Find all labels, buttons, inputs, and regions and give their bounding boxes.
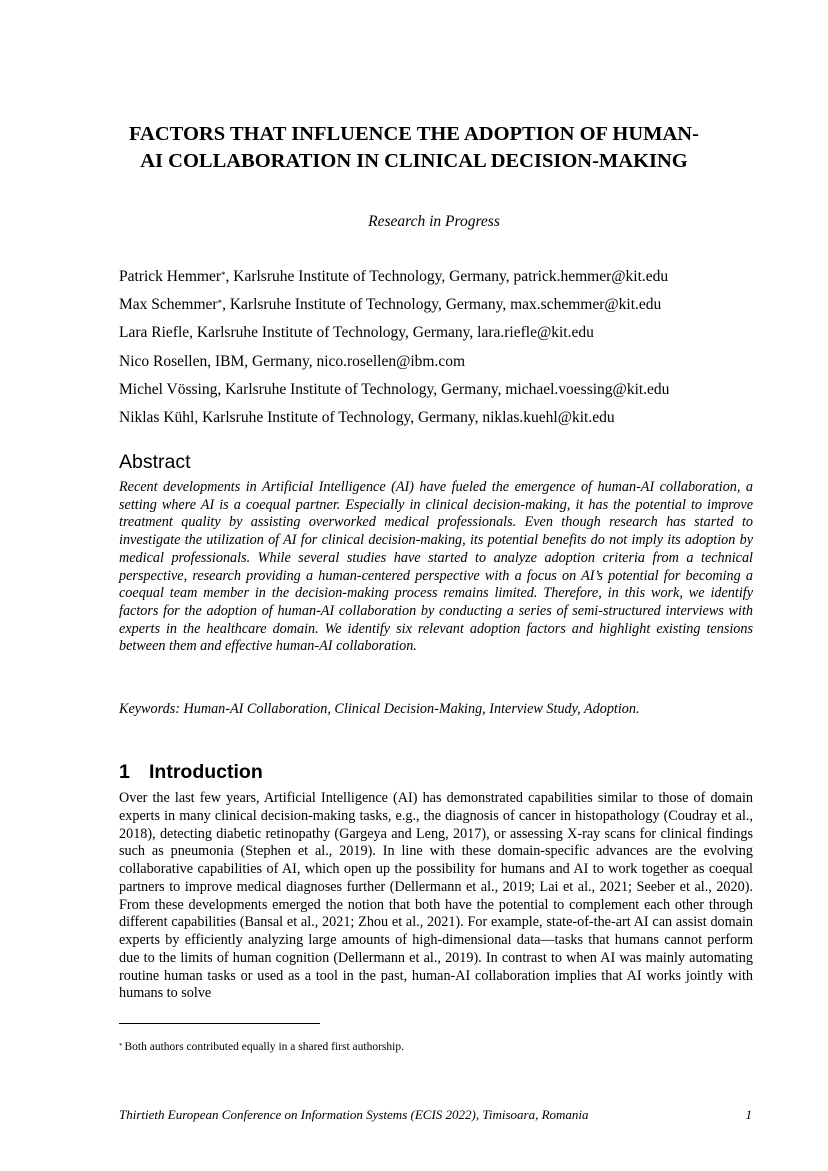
abstract-heading: Abstract	[119, 451, 191, 473]
author-name: Nico Rosellen	[119, 352, 208, 370]
footnote-divider	[119, 1023, 320, 1024]
author-entry	[119, 351, 759, 379]
author-footnote-mark: *	[221, 270, 226, 280]
footer-conference: Thirtieth European Conference on Information Systems (ECIS 2022), Timisoara, Romania	[119, 1107, 589, 1122]
title-line-2: AI COLLABORATION IN CLINICAL DECISION-MAKING	[140, 150, 688, 172]
paper-title	[100, 121, 728, 175]
author-name: Lara Riefle	[119, 324, 190, 342]
author-name: Max Schemmer	[119, 296, 218, 314]
author-name: Patrick Hemmer	[119, 268, 222, 285]
footnote-text: Both authors contributed equally in a shared first authorship.	[124, 1041, 404, 1053]
paper-subtitle: Research in Progress	[368, 213, 500, 230]
author-entry	[119, 322, 759, 350]
author-list	[119, 266, 759, 435]
page-number: 1	[745, 1107, 752, 1122]
keywords: Keywords: Human-AI Collaboration, Clinical Decision-Making, Interview Study, Adoption.	[119, 701, 640, 717]
author-entry	[119, 294, 759, 322]
author-name: Niklas Kühl	[119, 408, 195, 426]
introduction-text: Over the last few years, Artificial Intelligence (AI) has demonstrated capabilities similar to those of domain experts in many clinical decision-making tasks, e.g., the diagnosis of cancer in histopathology (Coudray et al., 2018), detecting diabetic retinopathy (Gargeya and Leng, 2017), or assessing X-ray scans for clinical findings such as pneumonia (Stephen et al., 2019). In line with these domain-specific advances are the evolving collaborative capabilities of AI, which open up the possibility for humans and AI to work together as coequal partners to improve medical diagnoses further (Dellermann et al., 2019; Lai et al., 2021; Seeber et al., 2020). From these developments emerged the notion that both have the potential to complement each other through different capabilities (Bansal et al., 2021; Zhou et al., 2021). For example, state-of-the-art AI can assist domain experts by efficiently analyzing large amounts of high-dimensional data—tasks that humans cannot perform due to the limits of human cognition (Dellermann et al., 2019). In contrast to when AI was mainly automating routine human tasks or used as a tool in the past, human-AI collaboration implies that AI works jointly with humans to solve	[119, 790, 753, 1002]
footnote	[119, 1040, 404, 1054]
author-affiliation: , Karlsruhe Institute of Technology, Germany, patrick.hemmer@kit.edu	[225, 268, 669, 285]
abstract-text: Recent developments in Artificial Intelligence (AI) have fueled the emergence of human-AI collaboration, a setting where AI is a coequal partner. Especially in clinical decision-making, it has the potential to improve treatment quality by assisting overworked medical professionals. Even though research has started to investigate the utilization of AI for clinical decision-making, its potential benefits do not imply its adoption by medical professionals. While several studies have started to analyze adoption criteria from a technical perspective, research providing a human-centered perspective with a focus on AI’s potential for becoming a coequal team member in the decision-making process remains limited. Therefore, in this work, we identify factors for the adoption of human-AI collaboration by conducting a series of semi-structured interviews with experts in the healthcare domain. We identify six relevant adoption factors and highlight existing tensions between them and effective human-AI collaboration.	[119, 479, 753, 655]
author-affiliation: , Karlsruhe Institute of Technology, Germany, niklas.kuehl@kit.edu	[194, 408, 615, 426]
author-name: Michel Vössing	[119, 380, 218, 398]
footnote-mark: *	[119, 1042, 123, 1050]
title-line-1: FACTORS THAT INFLUENCE THE ADOPTION OF HUMAN-	[129, 123, 699, 145]
author-footnote-mark: *	[217, 298, 223, 309]
author-entry	[119, 266, 759, 294]
author-entry	[119, 379, 759, 407]
author-affiliation: , IBM, Germany, nico.rosellen@ibm.com	[207, 352, 466, 370]
author-affiliation: , Karlsruhe Institute of Technology, Germany, lara.riefle@kit.edu	[189, 324, 594, 342]
author-entry	[119, 407, 759, 435]
author-affiliation: , Karlsruhe Institute of Technology, Germany, michael.voessing@kit.edu	[217, 380, 670, 398]
author-affiliation: , Karlsruhe Institute of Technology, Germany, max.schemmer@kit.edu	[222, 296, 662, 314]
section-number: 1	[119, 761, 130, 783]
section-title: Introduction	[149, 761, 263, 783]
introduction-heading	[119, 760, 263, 784]
